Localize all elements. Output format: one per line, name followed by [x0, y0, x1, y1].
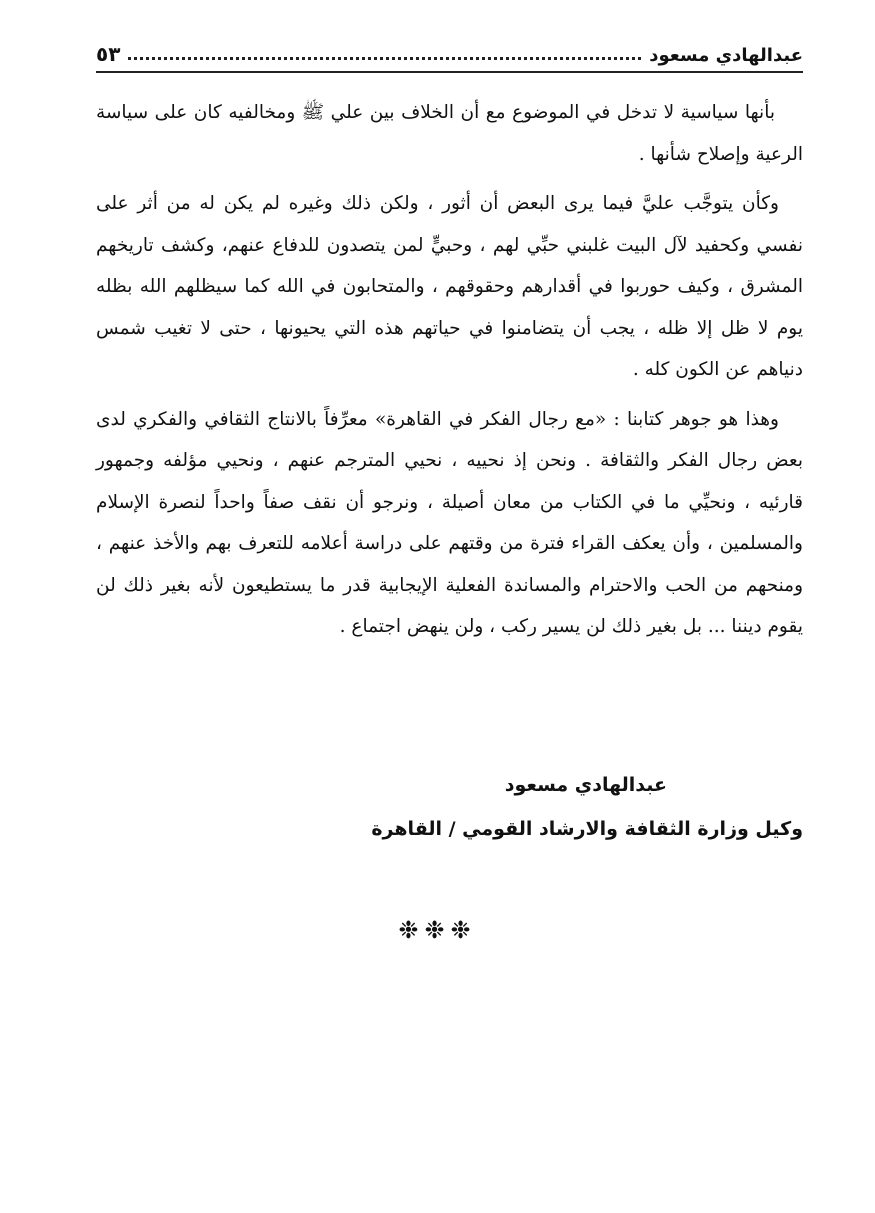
- page-header: [96, 30, 803, 66]
- running-title: عبدالهادي مسعود: [649, 45, 803, 66]
- page-number: ٥٣: [96, 42, 121, 66]
- signature-role: وكيل وزارة الثقافة والارشاد القومي / القاهرة: [371, 818, 803, 840]
- paragraph-3: وهذا هو جوهر كتابنا : «مع رجال الفكر في القاهرة» معرِّفاً بالانتاج الثقافي والفكري لدى بعض رجال الفكر والثقافة . ونحن إذ نحييه ، نحيي المترجم عنهم ، ونحيي مؤلفه وجمهور قارئيه ، ونحيِّي ما في الكتاب من معان أصيلة ، ونرجو أن نقف صفاً واحداً لنصرة الإسلام والمسلمين ، وأن يعكف القراء فترة من وقتهم على دراسة أعلامه للتعرف بهم والأخذ عنهم ، ومنحهم من الحب والاحترام والمساندة الفعلية الإيجابية قدر ما يستطيعون لأنه بغير ذلك لن يقوم ديننا ... بل بغير ذلك لن يسير ركب ، ولن ينهض اجتماع .: [96, 408, 803, 637]
- paragraph-2: وكأن يتوجَّب عليَّ فيما يرى البعض أن أثور ، ولكن ذلك وغيره لم يكن له من أثر على نفسي وكحفيد لآل البيت غلبني حبِّي لهم ، وحبيٍّ لمن يتصدون للدفاع عنهم، وكشف تاريخهم المشرق ، وكيف حوربوا في أقدارهم وحقوقهم ، والمتحابون في الله كما سيظلهم الله بظله يوم لا ظل إلا ظله ، يجب أن يتضامنوا في حياتهم هذه التي يحيونها ، حتى لا تغيب شمس دنياهم عن الكون كله .: [96, 193, 803, 380]
- header-dot-leader: [128, 57, 641, 60]
- paragraph-1: بأنها سياسية لا تدخل في الموضوع مع أن الخلاف بين علي ﷺ ومخالفيه كان على سياسة الرعية وإصلاح شأنها .: [96, 102, 803, 165]
- body-text: [96, 92, 803, 656]
- section-ornament: ❉❉❉: [398, 916, 477, 944]
- signature-name: عبدالهادي مسعود: [504, 774, 667, 796]
- header-rule: [96, 71, 803, 73]
